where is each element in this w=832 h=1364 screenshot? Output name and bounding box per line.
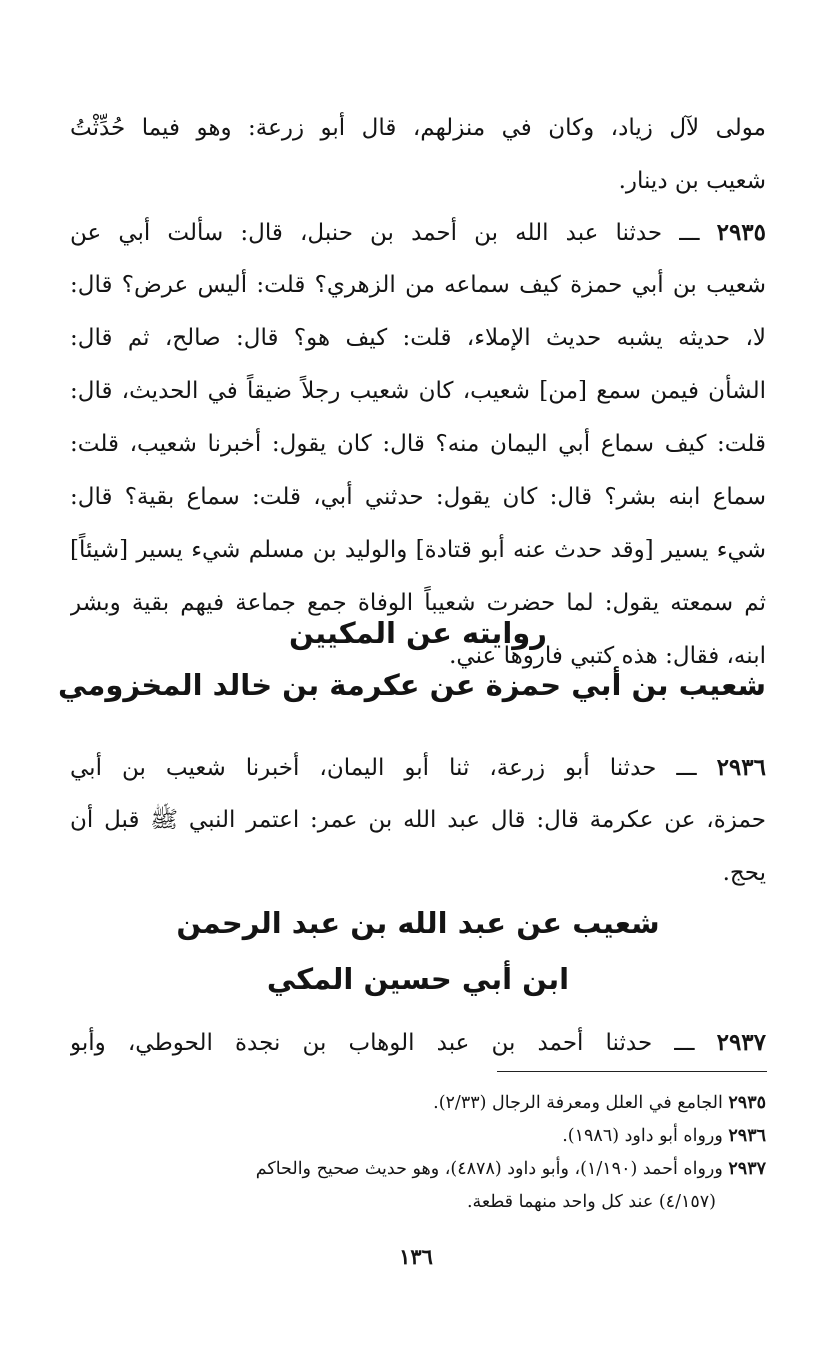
- entry-2935: [70, 206, 766, 683]
- text-line: لا، حديثه يشبه حديث الإملاء، قلت: كيف هو؟ قال: صالح، ثم قال:: [70, 325, 766, 351]
- hadith-number: ٢٩٣٧: [716, 1029, 766, 1056]
- entry-text: ـــ حدثنا أحمد بن عبد الوهاب بن نجدة الحوطي، وأبو: [70, 1030, 695, 1056]
- text-line: مولى لآل زياد، وكان في منزلهم، قال أبو زرعة: وهو فيما حُدِّثْتُ: [70, 115, 766, 141]
- section-subheading: شعيب بن أبي حمزة عن عكرمة بن خالد المخزومي: [58, 668, 766, 702]
- intro-paragraph: [70, 102, 766, 208]
- hadith-number: ٢٩٣٥: [716, 219, 766, 246]
- text-line: سماع ابنه بشر؟ قال: كان يقول: حدثني أبي، قلت: سماع بقية؟ قال:: [70, 484, 766, 510]
- section-heading: روايته عن المكيين: [289, 616, 547, 650]
- footnote-number: ٢٩٣٦: [728, 1126, 766, 1146]
- entry-2937: [70, 1016, 766, 1069]
- footnote-text: ورواه أحمد (١/١٩٠)، وأبو داود (٤٨٧٨)، وهو حديث صحيح والحاكم: [255, 1159, 723, 1179]
- page-number: ١٣٦: [399, 1244, 433, 1269]
- footnotes: [70, 1087, 766, 1219]
- entry-first-line: [70, 1016, 766, 1069]
- text-line: يحج.: [722, 860, 766, 886]
- entry-first-line: [70, 206, 766, 259]
- hadith-number: ٢٩٣٦: [716, 754, 766, 781]
- footnote-number: ٢٩٣٧: [728, 1159, 766, 1179]
- text-line: شعيب بن دينار.: [618, 168, 766, 194]
- text-line: ثم سمعته يقول: لما حضرت شعيباً الوفاة جمع جماعة فيهم بقية وبشر: [70, 590, 766, 616]
- footnote: [70, 1120, 766, 1153]
- footnote-text: ورواه أبو داود (١٩٨٦).: [562, 1126, 723, 1146]
- footnote-text: الجامع في العلل ومعرفة الرجال (٢/٣٣).: [433, 1093, 723, 1113]
- text-line: ابنه، فقال: هذه كتبي فاروها عني.: [449, 643, 766, 669]
- text-line: حمزة، عن عكرمة قال: قال عبد الله بن عمر: اعتمر النبي ﷺ قبل أن: [70, 807, 766, 833]
- footnote-continuation: (٤/١٥٧) عند كل واحد منهما قطعة.: [466, 1192, 716, 1212]
- text-line: الشأن فيمن سمع [من] شعيب، كان شعيب رجلاً ضيقاً في الحديث، قال:: [70, 378, 766, 404]
- footnote-number: ٢٩٣٥: [728, 1093, 766, 1113]
- footnote: [70, 1153, 766, 1186]
- text-line: شعيب بن أبي حمزة كيف سماعه من الزهري؟ قلت: أليس عرض؟ قال:: [70, 272, 766, 298]
- entry-2936: [70, 741, 766, 900]
- footnote: [70, 1087, 766, 1120]
- entry-text: ـــ حدثنا عبد الله بن أحمد بن حنبل، قال: سألت أبي عن: [70, 220, 700, 246]
- footnote-separator: [497, 1071, 767, 1072]
- text-line: شيء يسير [وقد حدث عنه أبو قتادة] والوليد بن مسلم شيء يسير [شيئاً]: [70, 537, 766, 563]
- section-heading: شعيب عن عبد الله بن عبد الرحمن: [176, 906, 660, 940]
- text-line: قلت: كيف سماع أبي اليمان منه؟ قال: كان يقول: أخبرنا شعيب، قلت:: [70, 431, 766, 457]
- entry-first-line: [70, 741, 766, 794]
- section-subheading: ابن أبي حسين المكي: [266, 962, 570, 996]
- entry-text: ـــ حدثنا أبو زرعة، ثنا أبو اليمان، أخبرنا شعيب بن أبي: [70, 755, 697, 781]
